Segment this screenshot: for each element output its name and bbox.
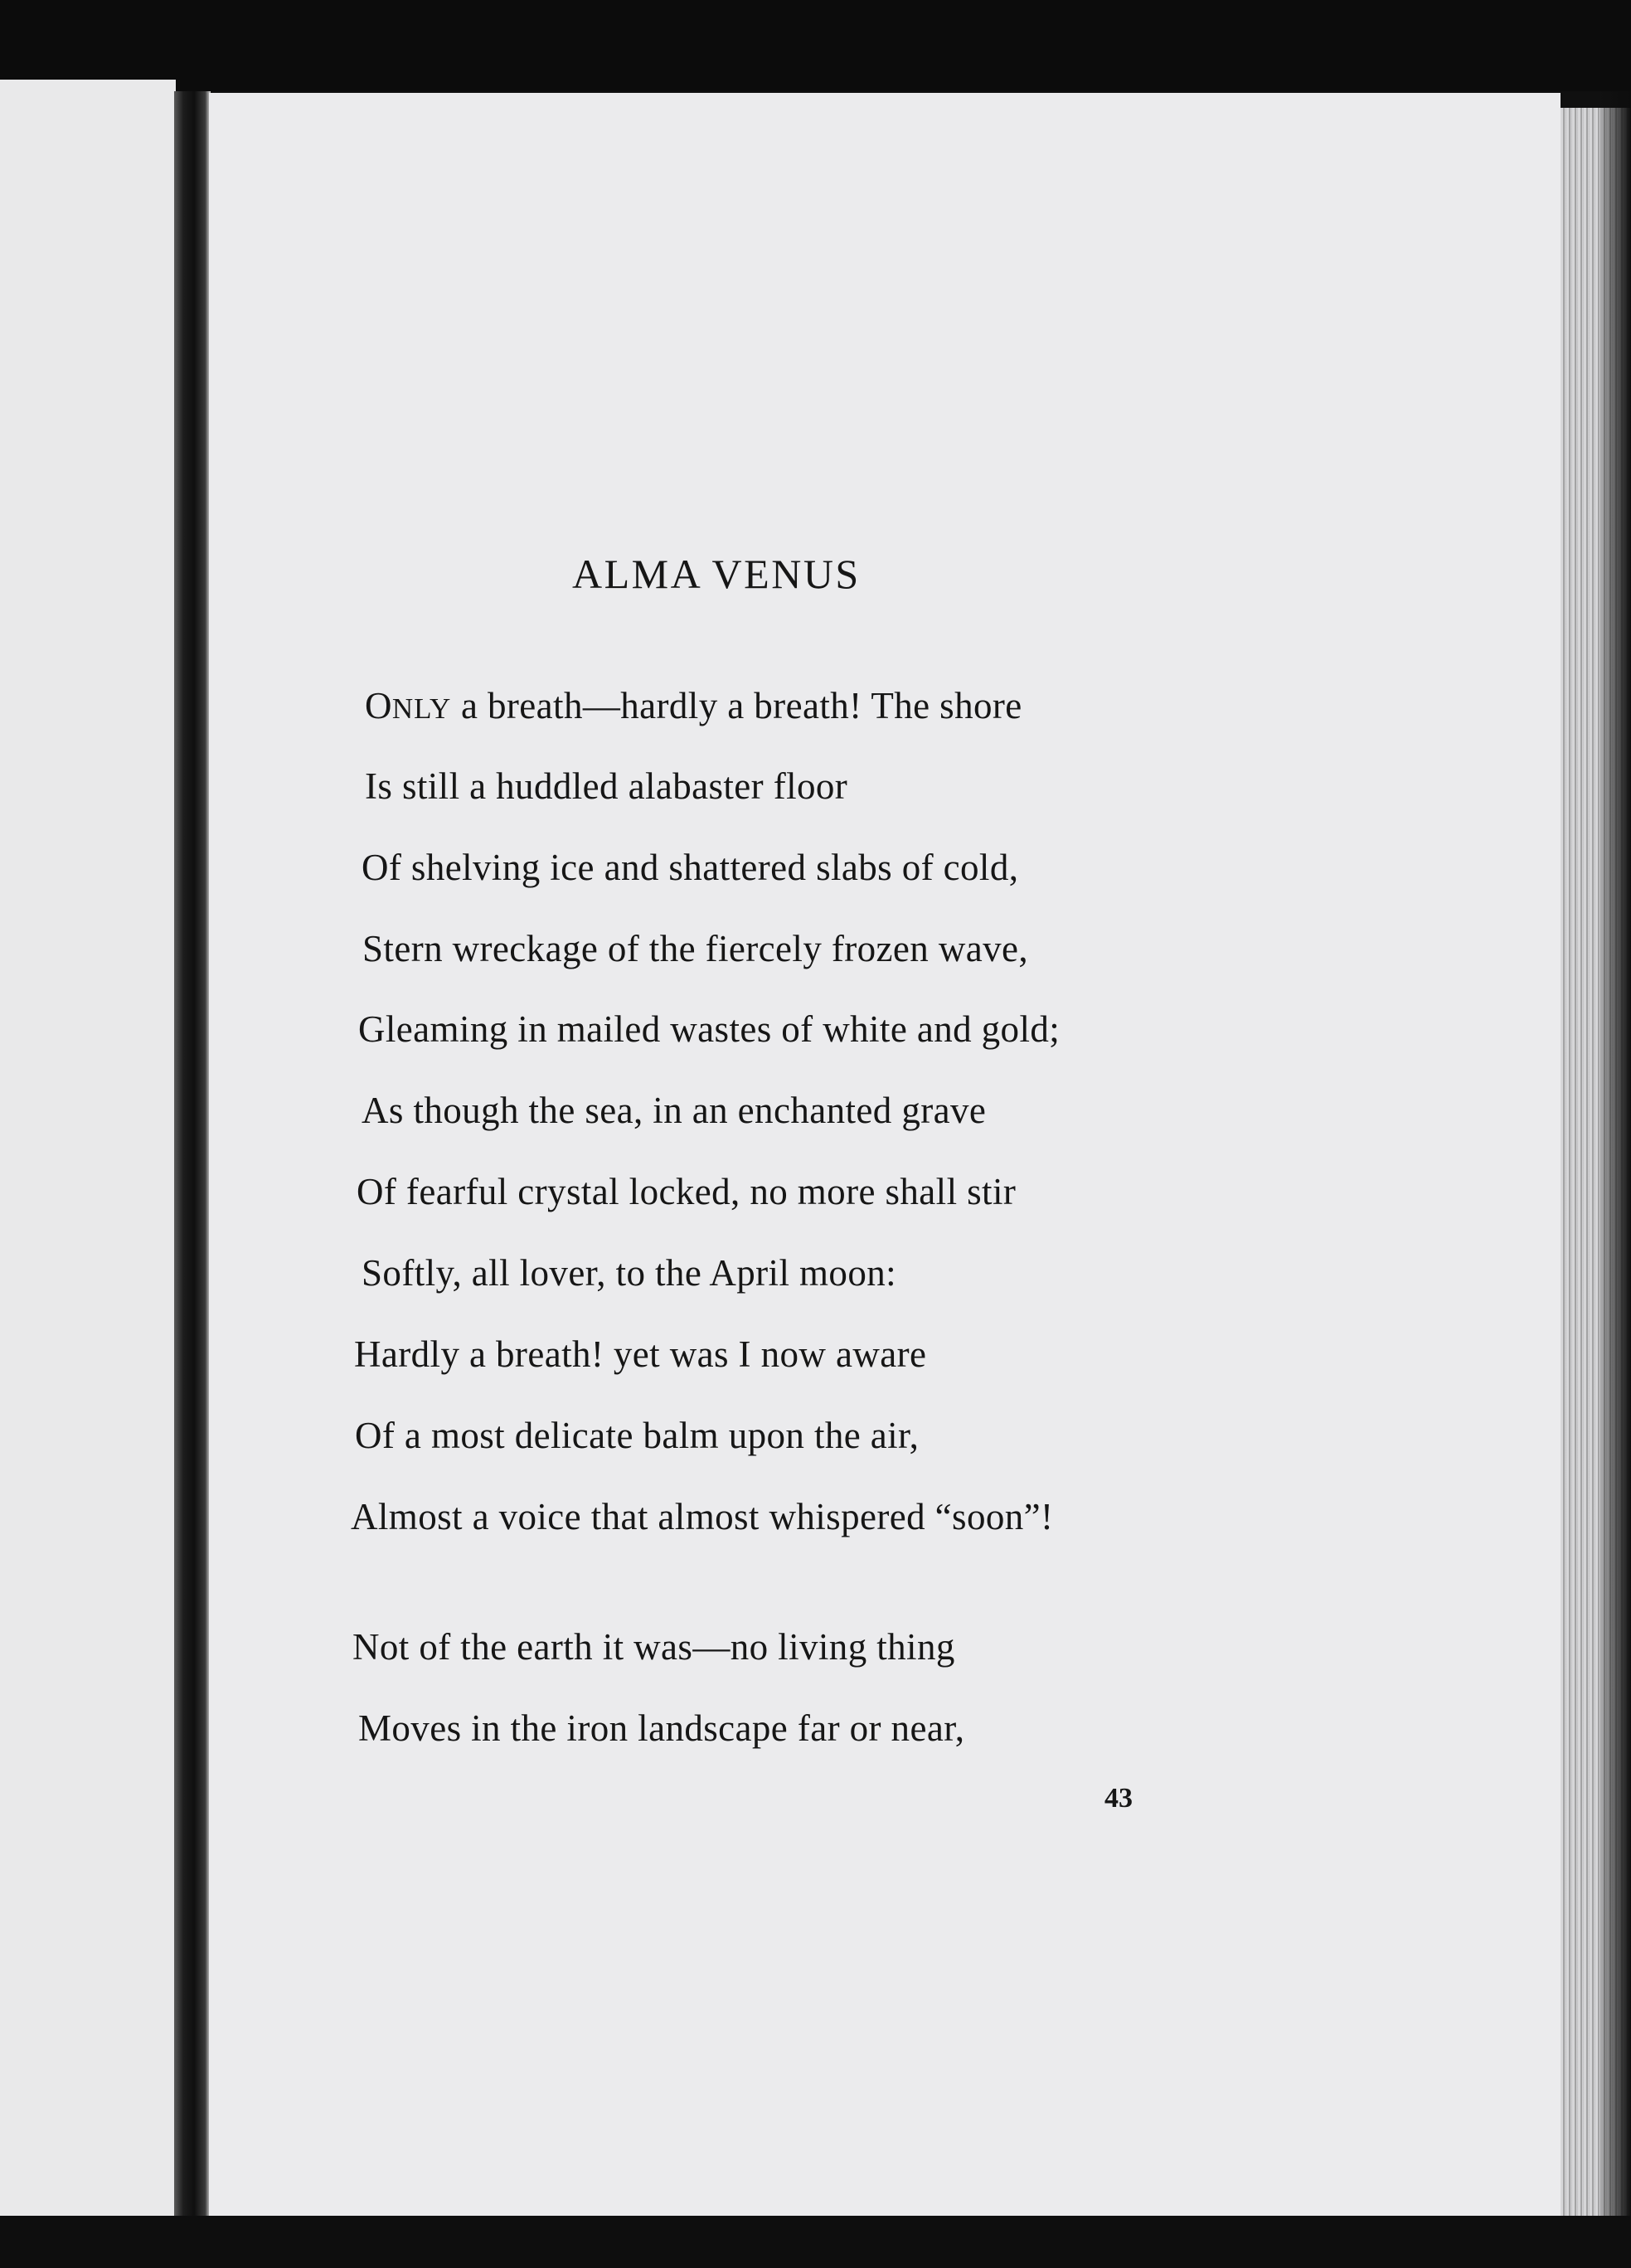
poem-line-10: Of a most delicate balm upon the air,: [355, 1415, 920, 1456]
poem-line-4: Stern wreckage of the fiercely frozen wave,: [362, 928, 1029, 969]
poem-line-2: Is still a huddled alabaster floor: [365, 765, 848, 807]
first-line-text: a breath—hardly a breath! The shore: [451, 685, 1022, 726]
poem-line-5: Gleaming in mailed wastes of white and gold;: [358, 1008, 1061, 1050]
page-number: 43: [1104, 1783, 1133, 1814]
scan-border-top: [0, 0, 1631, 91]
scan-border-bottom: [0, 2216, 1631, 2268]
poem-line-12: Not of the earth it was—no living thing: [352, 1626, 955, 1668]
poem-line-7: Of fearful crystal locked, no more shall stir: [357, 1171, 1017, 1212]
poem-line-6: As though the sea, in an enchanted grave: [362, 1090, 987, 1131]
poem-line-9: Hardly a breath! yet was I now aware: [354, 1333, 927, 1375]
poem-line-3: Of shelving ice and shattered slabs of cold,: [362, 847, 1019, 888]
book-gutter: [174, 91, 211, 2247]
poem-line-11: Almost a voice that almost whispered “soon”!: [351, 1496, 1054, 1537]
poem-line-8: Softly, all lover, to the April moon:: [362, 1252, 897, 1294]
book-page: [209, 93, 1561, 2216]
previous-page-fragment: [0, 80, 176, 2219]
first-word-initial: O: [365, 685, 392, 726]
poem-line-13: Moves in the iron landscape far or near,: [358, 1707, 965, 1749]
page-edges-shadow: [1600, 91, 1631, 2268]
first-word-small-caps: NLY: [391, 692, 452, 725]
poem-title: ALMA VENUS: [572, 551, 861, 597]
